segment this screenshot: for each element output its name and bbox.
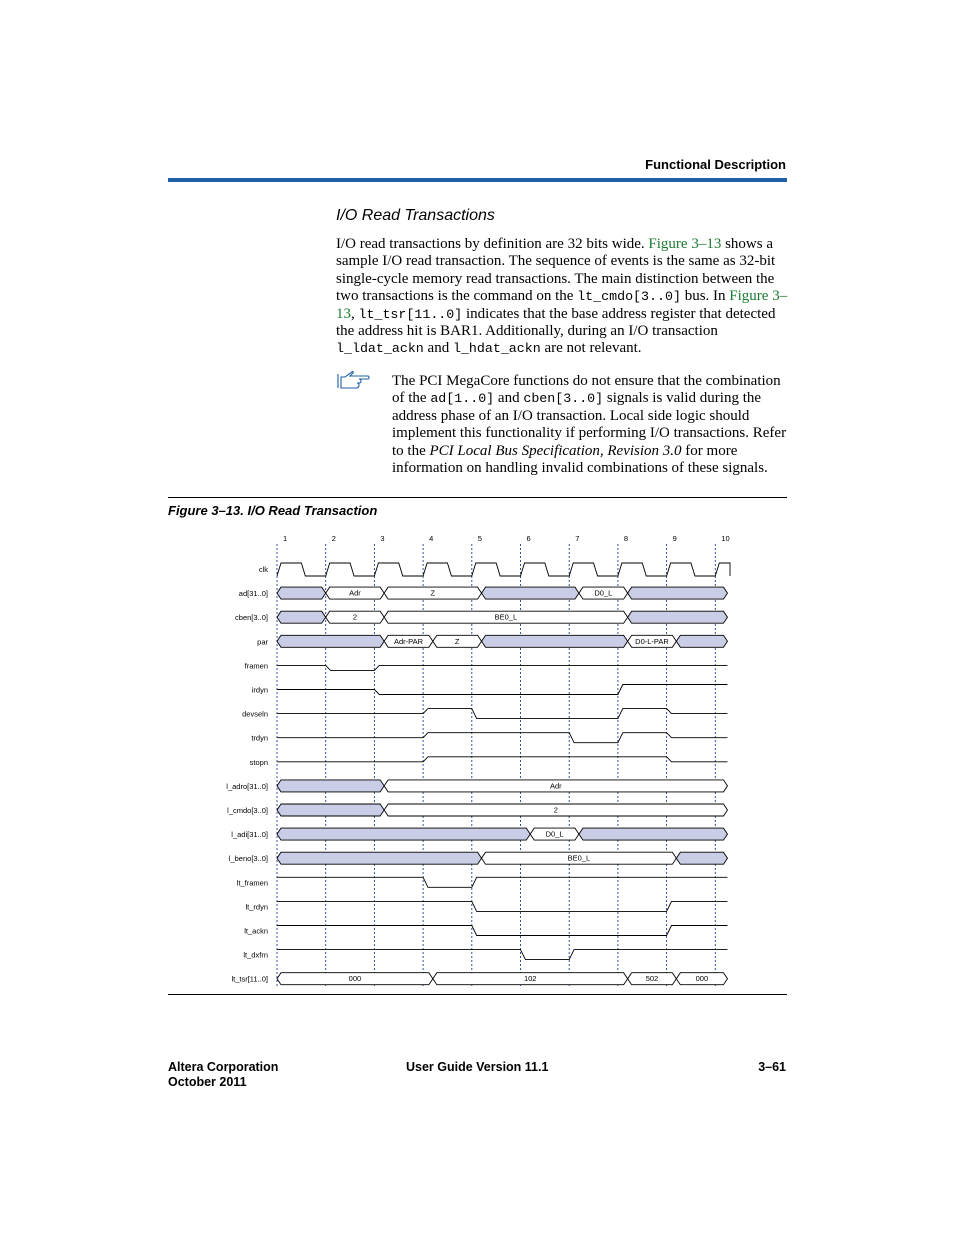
figure-link[interactable]: Figure 3–13 [648,236,722,252]
signal-waveform [277,877,727,887]
signal-label: l_beno[3..0] [228,854,268,864]
signal-waveform [277,757,727,762]
signal-label: clk [258,565,268,574]
bus-value-label: D0-L-PAR [635,636,669,646]
footer-date: October 2011 [168,1075,247,1089]
signal-waveform [277,901,727,911]
pointing-hand-icon [336,371,370,391]
cycle-number: 7 [575,534,580,543]
section-title: I/O Read Transactions [336,207,495,224]
signal-label: ad[31..0] [238,589,268,599]
bus-segment-shaded [277,587,326,599]
bus-value-label: BE0_L [567,853,591,863]
footer-guide-version: User Guide Version 11.1 [406,1060,549,1074]
code-lt-tsr: lt_tsr[11..0] [358,306,463,322]
signal-label: trdyn [251,733,268,743]
body-paragraph [336,236,788,358]
bus-value-label: 102 [523,974,537,984]
cycle-number: 4 [429,534,434,543]
cycle-number: 2 [331,534,336,543]
bus-segment-shaded [579,828,728,840]
cycle-number: 8 [623,534,629,543]
cycle-number: 6 [526,534,531,543]
note-text: The PCI MegaCore functions do not ensure that the combination of the [392,373,781,407]
cycle-number: 1 [283,534,288,543]
signal-label: lt_framen [236,878,268,888]
signal-label: lt_ackn [244,926,268,936]
bus-value-label: 2 [553,805,558,815]
figure-bottom-rule [168,994,787,995]
para-text: indicates that the base address register that detected the address hit is BAR1. Additionally, during an I/O transaction [336,305,776,340]
signal-label: par [257,637,268,647]
figure-top-rule [168,497,787,498]
signal-waveform [277,665,727,670]
cycle-number: 5 [477,534,482,543]
bus-value-label: Adr-PAR [393,636,424,646]
bus-value-label: D0_L [594,588,613,598]
signal-label: framen [244,661,268,671]
bus-value-label: 2 [352,612,358,622]
para-text: I/O read transactions by definition are 32 bits wide. [336,236,645,252]
cycle-number: 9 [672,534,677,543]
bus-value-label: 502 [645,974,659,984]
signal-label: l_adro[31..0] [226,781,268,791]
signal-waveform [277,733,727,743]
para-text: and [427,340,450,357]
note-text: signals is valid during the address phase of an I/O transaction. Local side logic should implement this functionality if performing I/O transactions. Refer to the [392,390,787,459]
cycle-number: 10 [721,534,730,543]
bus-segment-shaded [277,635,384,647]
para-text: , [351,305,355,322]
bus-value-label: Z [430,588,436,598]
bus-segment-shaded [628,587,728,599]
bus-segment-shaded [277,780,384,792]
bus-value-label: 000 [695,974,709,984]
signal-label: lt_rdyn [245,902,268,912]
bus-segment-shaded [277,804,384,816]
code-cben: cben[3..0] [523,391,604,407]
signal-label: irdyn [251,685,268,695]
bus-segment-shaded [676,635,727,647]
bus-value-label: BE0_L [494,612,518,622]
signal-waveform [277,926,727,936]
bus-segment-shaded [277,611,326,623]
clock-waveform [277,563,730,576]
signal-waveform [277,950,727,960]
spec-reference: PCI Local Bus Specification, Revision 3.0 [429,442,682,459]
bus-value-label: 000 [348,974,362,984]
signal-label: devseln [242,709,268,719]
bus-segment-shaded [676,852,727,864]
code-lt-cmdo: lt_cmdo[3..0] [577,289,681,305]
bus-value-label: Adr [349,588,361,598]
signal-waveform [277,685,727,695]
signal-label: lt_dxfrn [243,950,268,960]
para-text: are not relevant. [544,340,642,357]
signal-label: stopn [249,757,268,767]
figure-caption: Figure 3–13. I/O Read Transaction [168,503,378,518]
code-l-ldat-ackn: l_ldat_ackn [336,341,424,357]
para-text: bus. In [684,288,726,305]
bus-segment-shaded [482,587,579,599]
bus-value-label: D0_L [545,829,564,839]
footer-company: Altera Corporation [168,1060,279,1074]
signal-label: l_adi[31..0] [231,830,268,840]
bus-segment-shaded [277,852,482,864]
bus-value-label: Adr [549,781,562,791]
code-ad: ad[1..0] [430,391,495,407]
signal-waveform [277,709,727,719]
bus-segment-shaded [277,828,530,840]
figure-link[interactable]: Figure 3–13 [336,288,788,322]
signal-label: l_cmdo[3..0] [227,806,268,815]
para-text: shows a sample I/O read transaction. The sequence of events is the same as 32-bit single-cycle memory read transactions. The main distinction between the two transactions is the command on the [336,236,776,305]
running-header: Functional Description [645,157,786,172]
note-text: for more information on handling invalid combinations of these signals. [392,442,768,477]
footer-page-number: 3–61 [758,1060,786,1074]
note-paragraph [392,373,788,477]
timing-diagram [200,526,740,986]
code-l-hdat-ackn: l_hdat_ackn [452,341,541,357]
bus-segment-shaded [482,635,628,647]
bus-segment-shaded [628,611,728,623]
note-text: and [497,390,520,407]
cycle-number: 3 [380,534,385,543]
bus-value-label: Z [454,636,460,646]
signal-label: lt_tsr[11..0] [231,974,268,984]
header-rule [168,178,787,182]
signal-label: cben[3..0] [235,613,268,623]
